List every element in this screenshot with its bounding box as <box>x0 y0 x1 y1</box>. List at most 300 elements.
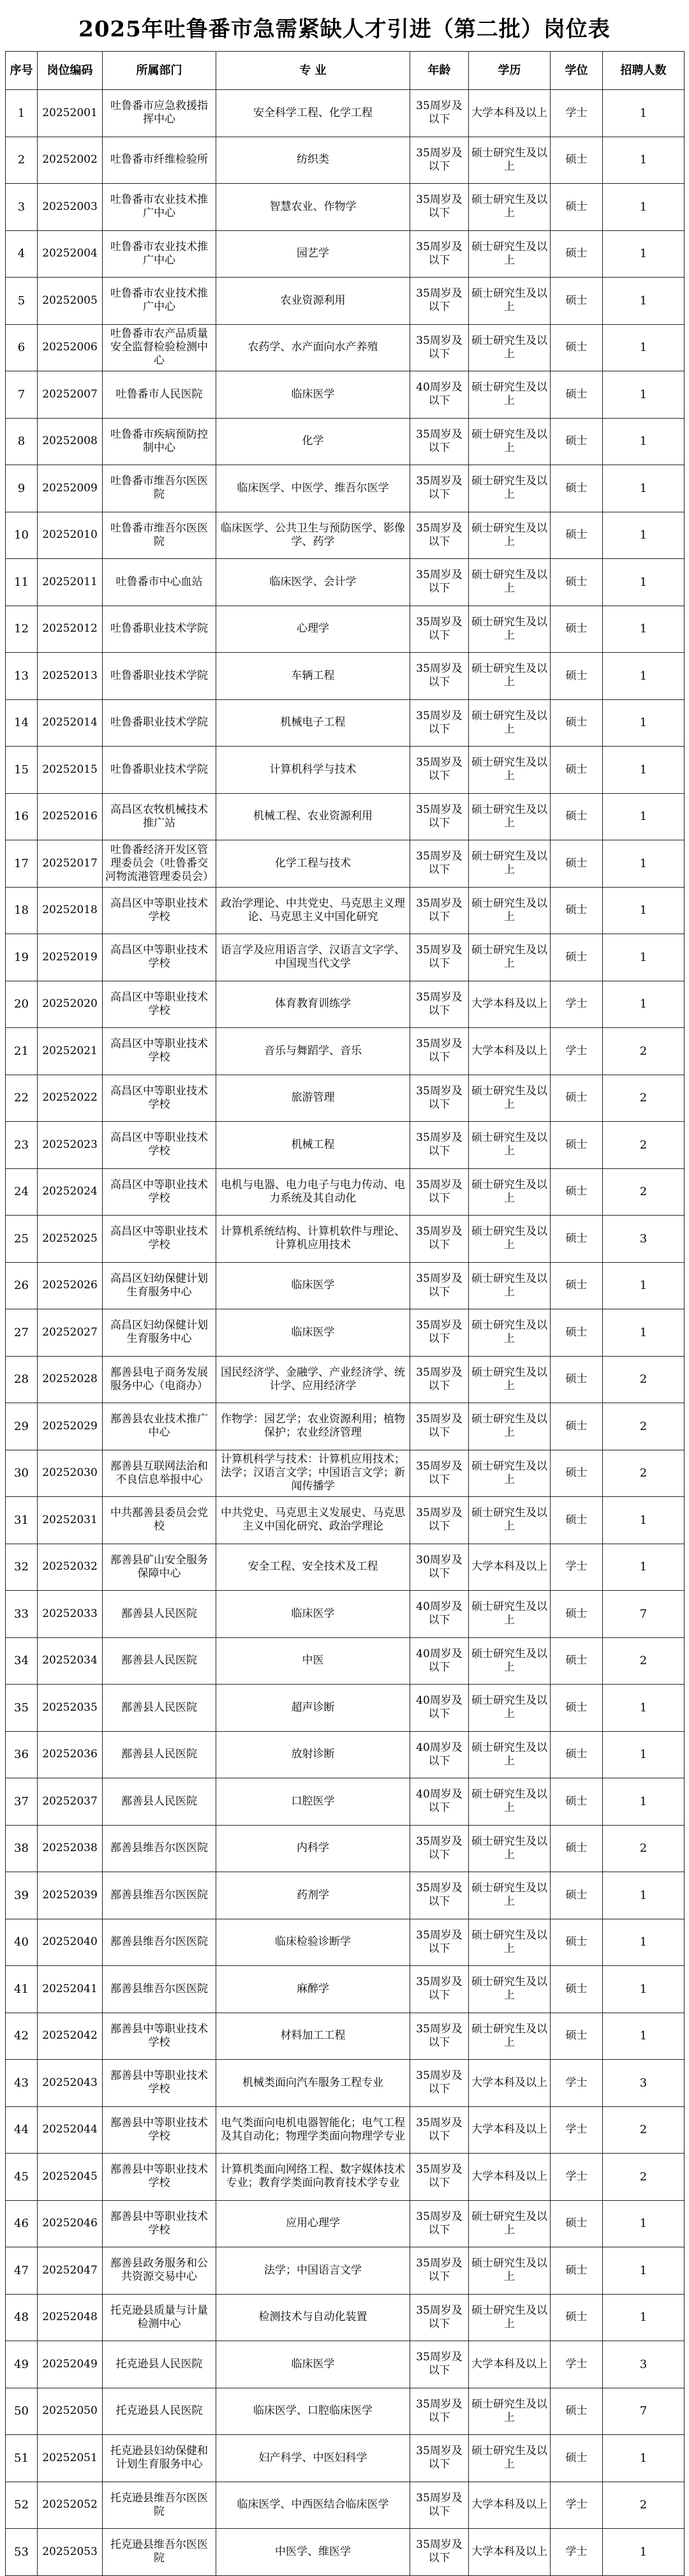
cell-seq: 14 <box>6 699 38 747</box>
cell-seq: 25 <box>6 1216 38 1263</box>
positions-table <box>5 51 685 2576</box>
table-row <box>6 1637 685 1685</box>
cell-count: 1 <box>603 2247 685 2295</box>
cell-code: 20252013 <box>38 653 103 700</box>
cell-code: 20252005 <box>38 278 103 325</box>
cell-code: 20252033 <box>38 1591 103 1638</box>
cell-degree: 硕士 <box>551 1497 603 1544</box>
cell-code: 20252042 <box>38 2013 103 2060</box>
cell-major: 机械工程、农业资源利用 <box>216 793 410 840</box>
cell-major: 机械类面向汽车服务工程专业 <box>216 2060 410 2107</box>
cell-degree: 硕士 <box>551 1403 603 1450</box>
cell-seq: 5 <box>6 278 38 325</box>
cell-seq: 16 <box>6 793 38 840</box>
cell-major: 麻醉学 <box>216 1966 410 2013</box>
table-row <box>6 184 685 231</box>
cell-major: 临床检验诊断学 <box>216 1919 410 1966</box>
cell-code: 20252030 <box>38 1450 103 1497</box>
cell-code: 20252014 <box>38 699 103 747</box>
cell-age: 35周岁及以下 <box>410 653 469 700</box>
cell-major: 临床医学 <box>216 1309 410 1357</box>
cell-age: 35周岁及以下 <box>410 934 469 981</box>
table-row <box>6 90 685 137</box>
cell-seq: 29 <box>6 1403 38 1450</box>
cell-code: 20252024 <box>38 1168 103 1216</box>
cell-seq: 35 <box>6 1685 38 1732</box>
cell-degree: 学士 <box>551 1028 603 1075</box>
cell-degree: 硕士 <box>551 1919 603 1966</box>
header-dept: 所属部门 <box>103 52 216 90</box>
cell-edu: 硕士研究生及以上 <box>469 1966 551 2013</box>
cell-dept: 托克逊县人民医院 <box>103 2388 216 2435</box>
cell-count: 1 <box>603 1685 685 1732</box>
cell-major: 临床医学、口腔临床医学 <box>216 2388 410 2435</box>
cell-dept: 鄯善县政务服务和公共资源交易中心 <box>103 2247 216 2295</box>
cell-major: 法学；中国语言文学 <box>216 2247 410 2295</box>
cell-age: 35周岁及以下 <box>410 559 469 606</box>
cell-edu: 硕士研究生及以上 <box>469 840 551 888</box>
header-age: 年龄 <box>410 52 469 90</box>
cell-major: 化学工程与技术 <box>216 840 410 888</box>
cell-dept: 鄯善县人民医院 <box>103 1731 216 1778</box>
cell-dept: 鄯善县维吾尔医医院 <box>103 1919 216 1966</box>
table-row <box>6 1356 685 1403</box>
table-row <box>6 1966 685 2013</box>
cell-age: 35周岁及以下 <box>410 981 469 1028</box>
header-major: 专 业 <box>216 52 410 90</box>
cell-count: 2 <box>603 1637 685 1685</box>
cell-age: 35周岁及以下 <box>410 1872 469 1919</box>
cell-dept: 高昌区中等职业技术学校 <box>103 1075 216 1122</box>
cell-dept: 鄯善县维吾尔医医院 <box>103 1966 216 2013</box>
cell-seq: 43 <box>6 2060 38 2107</box>
cell-dept: 吐鲁番经济开发区管理委员会（吐鲁番交河物流港管理委员会） <box>103 840 216 888</box>
cell-major: 智慧农业、作物学 <box>216 184 410 231</box>
cell-degree: 硕士 <box>551 1356 603 1403</box>
cell-dept: 吐鲁番职业技术学院 <box>103 606 216 653</box>
cell-degree: 学士 <box>551 2060 603 2107</box>
table-row <box>6 1825 685 1872</box>
cell-major: 中医 <box>216 1637 410 1685</box>
cell-edu: 硕士研究生及以上 <box>469 1919 551 1966</box>
cell-dept: 吐鲁番市农业技术推广中心 <box>103 184 216 231</box>
cell-major: 超声诊断 <box>216 1685 410 1732</box>
cell-dept: 高昌区中等职业技术学校 <box>103 1028 216 1075</box>
cell-major: 农业资源利用 <box>216 278 410 325</box>
cell-dept: 吐鲁番市农业技术推广中心 <box>103 230 216 278</box>
cell-seq: 1 <box>6 90 38 137</box>
cell-edu: 硕士研究生及以上 <box>469 2200 551 2247</box>
cell-seq: 53 <box>6 2529 38 2576</box>
cell-age: 35周岁及以下 <box>410 230 469 278</box>
cell-seq: 27 <box>6 1309 38 1357</box>
cell-code: 20252039 <box>38 1872 103 1919</box>
cell-age: 35周岁及以下 <box>410 2247 469 2295</box>
table-row <box>6 887 685 934</box>
cell-degree: 硕士 <box>551 559 603 606</box>
cell-edu: 硕士研究生及以上 <box>469 934 551 981</box>
table-row <box>6 1731 685 1778</box>
cell-major: 作物学：园艺学；农业资源利用；植物保护；农业经济管理 <box>216 1403 410 1450</box>
cell-major: 材料加工工程 <box>216 2013 410 2060</box>
cell-seq: 31 <box>6 1497 38 1544</box>
cell-count: 1 <box>603 90 685 137</box>
table-row <box>6 278 685 325</box>
cell-edu: 大学本科及以上 <box>469 2106 551 2154</box>
cell-edu: 大学本科及以上 <box>469 2341 551 2388</box>
cell-count: 1 <box>603 137 685 184</box>
cell-count: 1 <box>603 371 685 419</box>
cell-age: 35周岁及以下 <box>410 1450 469 1497</box>
cell-dept: 吐鲁番市维吾尔医医院 <box>103 512 216 559</box>
cell-edu: 硕士研究生及以上 <box>469 1685 551 1732</box>
table-header-row <box>6 52 685 90</box>
cell-degree: 硕士 <box>551 1216 603 1263</box>
table-row <box>6 1685 685 1732</box>
cell-age: 35周岁及以下 <box>410 2482 469 2529</box>
cell-degree: 学士 <box>551 2341 603 2388</box>
table-row <box>6 465 685 512</box>
cell-count: 1 <box>603 2435 685 2482</box>
table-row <box>6 1872 685 1919</box>
cell-age: 40周岁及以下 <box>410 1685 469 1732</box>
header-code: 岗位编码 <box>38 52 103 90</box>
cell-age: 40周岁及以下 <box>410 371 469 419</box>
cell-age: 35周岁及以下 <box>410 184 469 231</box>
cell-age: 35周岁及以下 <box>410 2341 469 2388</box>
cell-edu: 硕士研究生及以上 <box>469 1872 551 1919</box>
cell-major: 园艺学 <box>216 230 410 278</box>
cell-age: 35周岁及以下 <box>410 1825 469 1872</box>
cell-age: 30周岁及以下 <box>410 1544 469 1591</box>
cell-dept: 吐鲁番职业技术学院 <box>103 747 216 794</box>
cell-edu: 硕士研究生及以上 <box>469 1825 551 1872</box>
cell-age: 35周岁及以下 <box>410 2106 469 2154</box>
table-row <box>6 1591 685 1638</box>
cell-age: 35周岁及以下 <box>410 1403 469 1450</box>
table-row <box>6 2200 685 2247</box>
table-row <box>6 1544 685 1591</box>
cell-count: 2 <box>603 1825 685 1872</box>
cell-seq: 36 <box>6 1731 38 1778</box>
cell-degree: 学士 <box>551 981 603 1028</box>
cell-edu: 大学本科及以上 <box>469 90 551 137</box>
cell-degree: 硕士 <box>551 1591 603 1638</box>
cell-code: 20252007 <box>38 371 103 419</box>
cell-code: 20252019 <box>38 934 103 981</box>
cell-degree: 硕士 <box>551 793 603 840</box>
cell-code: 20252025 <box>38 1216 103 1263</box>
cell-major: 临床医学、中西医结合临床医学 <box>216 2482 410 2529</box>
cell-seq: 37 <box>6 1778 38 1826</box>
cell-degree: 硕士 <box>551 278 603 325</box>
cell-degree: 硕士 <box>551 1450 603 1497</box>
cell-major: 临床医学、中医学、维吾尔医学 <box>216 465 410 512</box>
cell-age: 35周岁及以下 <box>410 1919 469 1966</box>
cell-count: 1 <box>603 1919 685 1966</box>
cell-major: 计算机类面向网络工程、数字媒体技术专业；教育学类面向教育技术学专业 <box>216 2154 410 2201</box>
table-row <box>6 653 685 700</box>
cell-edu: 硕士研究生及以上 <box>469 278 551 325</box>
cell-dept: 高昌区中等职业技术学校 <box>103 934 216 981</box>
cell-edu: 硕士研究生及以上 <box>469 606 551 653</box>
cell-code: 20252004 <box>38 230 103 278</box>
cell-count: 1 <box>603 2013 685 2060</box>
cell-seq: 17 <box>6 840 38 888</box>
cell-seq: 34 <box>6 1637 38 1685</box>
cell-degree: 硕士 <box>551 1825 603 1872</box>
cell-degree: 硕士 <box>551 2294 603 2341</box>
cell-count: 1 <box>603 1262 685 1309</box>
cell-edu: 硕士研究生及以上 <box>469 512 551 559</box>
cell-dept: 鄯善县人民医院 <box>103 1778 216 1826</box>
cell-code: 20252016 <box>38 793 103 840</box>
cell-count: 1 <box>603 1544 685 1591</box>
cell-code: 20252051 <box>38 2435 103 2482</box>
cell-age: 35周岁及以下 <box>410 2154 469 2201</box>
cell-age: 35周岁及以下 <box>410 1262 469 1309</box>
cell-age: 35周岁及以下 <box>410 887 469 934</box>
cell-major: 临床医学、会计学 <box>216 559 410 606</box>
cell-degree: 硕士 <box>551 1966 603 2013</box>
cell-dept: 高昌区中等职业技术学校 <box>103 1216 216 1263</box>
cell-dept: 鄯善县中等职业技术学校 <box>103 2200 216 2247</box>
cell-degree: 硕士 <box>551 2388 603 2435</box>
cell-code: 20252032 <box>38 1544 103 1591</box>
table-row <box>6 2060 685 2107</box>
cell-age: 35周岁及以下 <box>410 90 469 137</box>
cell-dept: 鄯善县电子商务发展服务中心（电商办） <box>103 1356 216 1403</box>
cell-age: 35周岁及以下 <box>410 2200 469 2247</box>
cell-code: 20252047 <box>38 2247 103 2295</box>
cell-edu: 硕士研究生及以上 <box>469 2388 551 2435</box>
cell-seq: 21 <box>6 1028 38 1075</box>
table-row <box>6 2482 685 2529</box>
cell-age: 35周岁及以下 <box>410 1122 469 1169</box>
cell-dept: 高昌区中等职业技术学校 <box>103 981 216 1028</box>
cell-dept: 中共鄯善县委员会党校 <box>103 1497 216 1544</box>
cell-code: 20252017 <box>38 840 103 888</box>
cell-code: 20252028 <box>38 1356 103 1403</box>
cell-degree: 硕士 <box>551 371 603 419</box>
cell-code: 20252044 <box>38 2106 103 2154</box>
cell-count: 7 <box>603 2388 685 2435</box>
table-row <box>6 1309 685 1357</box>
cell-seq: 44 <box>6 2106 38 2154</box>
cell-age: 35周岁及以下 <box>410 2529 469 2576</box>
cell-age: 35周岁及以下 <box>410 840 469 888</box>
cell-count: 1 <box>603 230 685 278</box>
cell-count: 2 <box>603 1075 685 1122</box>
cell-count: 1 <box>603 1966 685 2013</box>
cell-degree: 硕士 <box>551 1075 603 1122</box>
cell-code: 20252027 <box>38 1309 103 1357</box>
cell-code: 20252053 <box>38 2529 103 2576</box>
table-row <box>6 606 685 653</box>
table-row <box>6 1168 685 1216</box>
cell-major: 语言学及应用语言学、汉语言文字学、中国现当代文学 <box>216 934 410 981</box>
cell-age: 35周岁及以下 <box>410 606 469 653</box>
cell-count: 1 <box>603 699 685 747</box>
cell-seq: 52 <box>6 2482 38 2529</box>
cell-edu: 硕士研究生及以上 <box>469 2247 551 2295</box>
cell-age: 35周岁及以下 <box>410 1075 469 1122</box>
cell-code: 20252045 <box>38 2154 103 2201</box>
cell-dept: 吐鲁番市疾病预防控制中心 <box>103 418 216 465</box>
cell-edu: 硕士研究生及以上 <box>469 1075 551 1122</box>
cell-count: 1 <box>603 418 685 465</box>
cell-seq: 32 <box>6 1544 38 1591</box>
cell-dept: 鄯善县中等职业技术学校 <box>103 2060 216 2107</box>
cell-major: 临床医学 <box>216 1591 410 1638</box>
cell-seq: 33 <box>6 1591 38 1638</box>
cell-code: 20252029 <box>38 1403 103 1450</box>
cell-degree: 硕士 <box>551 418 603 465</box>
cell-count: 1 <box>603 887 685 934</box>
table-row <box>6 324 685 371</box>
cell-code: 20252006 <box>38 324 103 371</box>
cell-degree: 硕士 <box>551 699 603 747</box>
cell-seq: 50 <box>6 2388 38 2435</box>
cell-major: 临床医学 <box>216 1262 410 1309</box>
cell-dept: 鄯善县农业技术推广中心 <box>103 1403 216 1450</box>
table-row <box>6 1403 685 1450</box>
cell-seq: 12 <box>6 606 38 653</box>
cell-edu: 硕士研究生及以上 <box>469 371 551 419</box>
cell-count: 1 <box>603 278 685 325</box>
cell-seq: 46 <box>6 2200 38 2247</box>
table-row <box>6 512 685 559</box>
cell-dept: 吐鲁番市应急救援指挥中心 <box>103 90 216 137</box>
cell-seq: 13 <box>6 653 38 700</box>
cell-dept: 高昌区妇幼保健计划生育服务中心 <box>103 1309 216 1357</box>
cell-count: 1 <box>603 2529 685 2576</box>
cell-major: 纺织类 <box>216 137 410 184</box>
cell-edu: 硕士研究生及以上 <box>469 1309 551 1357</box>
cell-count: 1 <box>603 793 685 840</box>
cell-age: 40周岁及以下 <box>410 1591 469 1638</box>
table-row <box>6 1778 685 1826</box>
cell-age: 35周岁及以下 <box>410 747 469 794</box>
table-row <box>6 2529 685 2576</box>
cell-count: 1 <box>603 465 685 512</box>
cell-count: 1 <box>603 1778 685 1826</box>
cell-major: 口腔医学 <box>216 1778 410 1826</box>
table-row <box>6 418 685 465</box>
cell-seq: 28 <box>6 1356 38 1403</box>
cell-seq: 7 <box>6 371 38 419</box>
cell-code: 20252043 <box>38 2060 103 2107</box>
cell-edu: 硕士研究生及以上 <box>469 230 551 278</box>
cell-dept: 吐鲁番市维吾尔医医院 <box>103 465 216 512</box>
cell-dept: 鄯善县中等职业技术学校 <box>103 2013 216 2060</box>
cell-degree: 硕士 <box>551 1122 603 1169</box>
cell-seq: 41 <box>6 1966 38 2013</box>
table-row <box>6 1216 685 1263</box>
cell-dept: 鄯善县人民医院 <box>103 1637 216 1685</box>
cell-degree: 硕士 <box>551 2200 603 2247</box>
cell-major: 安全工程、安全技术及工程 <box>216 1544 410 1591</box>
cell-degree: 硕士 <box>551 2013 603 2060</box>
cell-degree: 硕士 <box>551 1731 603 1778</box>
cell-edu: 硕士研究生及以上 <box>469 184 551 231</box>
cell-dept: 鄯善县维吾尔医医院 <box>103 1825 216 1872</box>
cell-degree: 硕士 <box>551 747 603 794</box>
cell-code: 20252034 <box>38 1637 103 1685</box>
cell-degree: 硕士 <box>551 1685 603 1732</box>
cell-edu: 硕士研究生及以上 <box>469 699 551 747</box>
cell-edu: 大学本科及以上 <box>469 981 551 1028</box>
cell-edu: 硕士研究生及以上 <box>469 1591 551 1638</box>
cell-count: 1 <box>603 2200 685 2247</box>
cell-count: 2 <box>603 1028 685 1075</box>
cell-dept: 托克逊县妇幼保健和计划生育服务中心 <box>103 2435 216 2482</box>
cell-code: 20252035 <box>38 1685 103 1732</box>
cell-age: 40周岁及以下 <box>410 1778 469 1826</box>
header-count: 招聘人数 <box>603 52 685 90</box>
cell-count: 2 <box>603 1122 685 1169</box>
cell-age: 35周岁及以下 <box>410 418 469 465</box>
cell-major: 应用心理学 <box>216 2200 410 2247</box>
cell-count: 2 <box>603 1403 685 1450</box>
header-seq: 序号 <box>6 52 38 90</box>
cell-major: 放射诊断 <box>216 1731 410 1778</box>
cell-edu: 硕士研究生及以上 <box>469 1450 551 1497</box>
cell-code: 20252036 <box>38 1731 103 1778</box>
cell-age: 35周岁及以下 <box>410 1497 469 1544</box>
cell-major: 中医学、维医学 <box>216 2529 410 2576</box>
cell-dept: 高昌区中等职业技术学校 <box>103 1122 216 1169</box>
cell-major: 电机与电器、电力电子与电力传动、电力系统及其自动化 <box>216 1168 410 1216</box>
cell-seq: 47 <box>6 2247 38 2295</box>
cell-age: 35周岁及以下 <box>410 1216 469 1263</box>
cell-count: 1 <box>603 1872 685 1919</box>
cell-age: 35周岁及以下 <box>410 2435 469 2482</box>
cell-count: 1 <box>603 1731 685 1778</box>
cell-degree: 硕士 <box>551 1168 603 1216</box>
table-row <box>6 840 685 888</box>
cell-dept: 吐鲁番市农业技术推广中心 <box>103 278 216 325</box>
cell-major: 电气类面向电机电器智能化；电气工程及其自动化；物理学类面向物理学专业 <box>216 2106 410 2154</box>
cell-count: 1 <box>603 184 685 231</box>
cell-degree: 学士 <box>551 90 603 137</box>
cell-edu: 硕士研究生及以上 <box>469 137 551 184</box>
cell-seq: 18 <box>6 887 38 934</box>
cell-age: 35周岁及以下 <box>410 512 469 559</box>
header-edu: 学历 <box>469 52 551 90</box>
cell-edu: 硕士研究生及以上 <box>469 1403 551 1450</box>
cell-edu: 硕士研究生及以上 <box>469 1122 551 1169</box>
cell-dept: 吐鲁番市人民医院 <box>103 371 216 419</box>
cell-age: 35周岁及以下 <box>410 2013 469 2060</box>
cell-degree: 硕士 <box>551 1778 603 1826</box>
cell-edu: 大学本科及以上 <box>469 2060 551 2107</box>
cell-major: 临床医学 <box>216 371 410 419</box>
cell-code: 20252001 <box>38 90 103 137</box>
cell-code: 20252050 <box>38 2388 103 2435</box>
cell-dept: 鄯善县人民医院 <box>103 1685 216 1732</box>
cell-edu: 硕士研究生及以上 <box>469 1262 551 1309</box>
cell-code: 20252012 <box>38 606 103 653</box>
cell-dept: 高昌区中等职业技术学校 <box>103 887 216 934</box>
cell-seq: 51 <box>6 2435 38 2482</box>
cell-count: 2 <box>603 1356 685 1403</box>
cell-count: 1 <box>603 324 685 371</box>
cell-dept: 鄯善县人民医院 <box>103 1591 216 1638</box>
cell-age: 35周岁及以下 <box>410 278 469 325</box>
cell-major: 计算机科学与技术 <box>216 747 410 794</box>
cell-major: 国民经济学、金融学、产业经济学、统计学、应用经济学 <box>216 1356 410 1403</box>
